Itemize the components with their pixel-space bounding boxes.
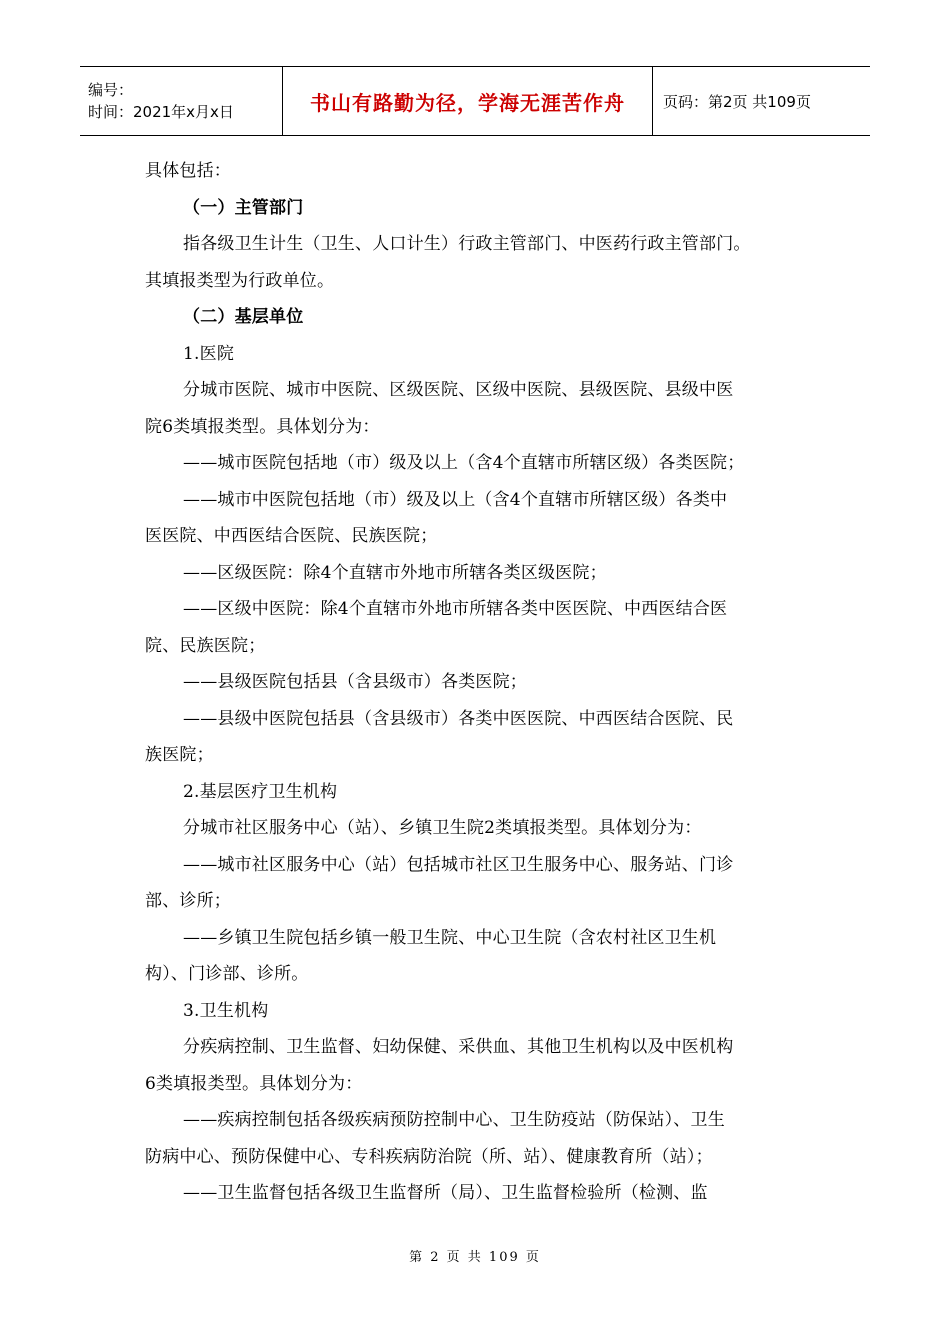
body-line: 分城市社区服务中心（站）、乡镇卫生院2类填报类型。具体划分为： [183,818,702,838]
page-footer: 第 2 页 共 109 页 [409,1250,541,1265]
body-line: 1.医院 [183,343,235,364]
body-line: 族医院； [145,745,214,765]
body-line: 分城市医院、城市中医院、区级医院、区级中医院、县级医院、县级中医 [183,380,734,400]
body-line: 2.基层医疗卫生机构 [183,781,338,802]
number-label: 编号： [88,81,134,99]
body-line: 医医院、中西医结合医院、民族医院； [145,526,438,546]
header-page-label: 页码：第2页 共109页 [663,92,811,111]
header-meta [80,67,282,135]
body-line: 防病中心、预防保健中心、专科疾病防治院（所、站）、健康教育所（站）； [145,1146,713,1167]
body-line: ——城市中医院包括地（市）级及以上（含4个直辖市所辖区级）各类中 [183,489,728,510]
body-line: ——区级医院：除4个直辖市外地市所辖各类区级医院； [183,562,607,583]
body-line: 部、诊所； [145,891,231,911]
body-line: 6类填报类型。具体划分为： [145,1073,363,1094]
document-body [145,153,810,1212]
body-line: ——乡镇卫生院包括乡镇一般卫生院、中心卫生院（含农村社区卫生机 [183,927,717,948]
body-line: ——城市医院包括地（市）级及以上（含4个直辖市所辖区级）各类医院； [183,453,745,473]
body-line: 具体包括： [145,161,231,181]
body-line: ——县级医院包括县（含县级市）各类医院； [183,672,527,692]
body-line: 指各级卫生计生（卫生、人口计生）行政主管部门、中医药行政主管部门。 [183,234,751,254]
body-line: 分疾病控制、卫生监督、妇幼保健、采供血、其他卫生机构以及中医机构 [183,1037,734,1057]
body-line: ——区级中医院：除4个直辖市外地市所辖各类中医医院、中西医结合医 [183,599,728,619]
section-heading: （一）主管部门 [183,197,304,218]
body-line: ——疾病控制包括各级疾病预防控制中心、卫生防疫站（防保站）、卫生 [183,1110,725,1130]
body-line: 其填报类型为行政单位。 [145,270,335,291]
body-line: ——县级中医院包括县（含县级市）各类中医医院、中西医结合医院、民 [183,708,734,729]
body-line: 院6类填报类型。具体划分为： [145,416,380,437]
body-line: ——城市社区服务中心（站）包括城市社区卫生服务中心、服务站、门诊 [183,854,734,875]
body-line: 3.卫生机构 [183,1000,269,1021]
section-heading: （二）基层单位 [183,307,304,327]
body-line: 院、民族医院； [145,635,266,656]
body-line: 构）、门诊部、诊所。 [145,964,309,984]
header-motto: 书山有路勤为径，学海无涯苦作舟 [282,67,653,135]
body-line: ——卫生监督包括各级卫生监督所（局）、卫生监督检验所（检测、监 [183,1183,708,1203]
document-header [80,66,870,136]
time-label: 时间：2021年x月x日 [88,103,234,121]
